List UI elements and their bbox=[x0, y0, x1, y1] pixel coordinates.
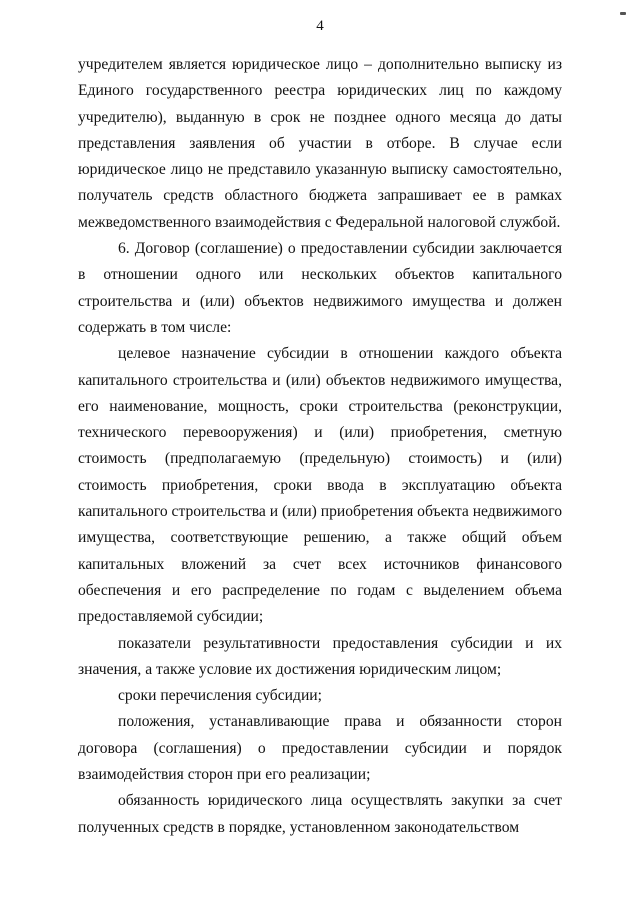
paragraph-procurement-obligation: обязанность юридического лица осуществлять закупки за счет полученных средств в порядке, установленном законодательством bbox=[78, 792, 562, 836]
paragraph-performance-indicators: показатели результативности предоставления субсидии и их значения, а также условие их достижения юридическим лицом; bbox=[78, 634, 562, 678]
paragraph-item-6: 6. Договор (соглашение) о предоставлении субсидии заключается в отношении одного или нескольких объектов капитального строительства и (или) объектов недвижимого имущества и должен содержать в том числе: bbox=[78, 240, 562, 336]
document-body bbox=[78, 52, 562, 841]
paragraph-rights-obligations: положения, устанавливающие права и обязанности сторон договора (соглашения) о предоставлении субсидии и порядок взаимодействия сторон при его реализации; bbox=[78, 713, 562, 784]
paragraph-continuation: учредителем является юридическое лицо – дополнительно выписку из Единого государственного реестра юридических лиц по каждому учредителю), выданную в срок не позднее одного месяца до даты представления заявления об участии в отборе. В случае если юридическое лицо не представило указанную выписку самостоятельно, получатель средств областного бюджета запрашивает ее в рамках межведомственного взаимодействия с Федеральной налоговой службой. bbox=[78, 56, 562, 231]
paragraph-transfer-terms: сроки перечисления субсидии; bbox=[118, 687, 322, 705]
page-number: 4 bbox=[316, 18, 324, 34]
scan-mark bbox=[620, 12, 626, 15]
paragraph-target-purpose: целевое назначение субсидии в отношении каждого объекта капитального строительства и (или) объектов недвижимого имущества, его наименование, мощность, сроки строительства (реконструкции, технического перевооружения) и (или) приобретения, сметную стоимость (предполагаемую (предельную) стоимость) и (или) стоимость приобретения, сроки ввода в эксплуатацию объекта капитального строительства и (или) приобретения объекта недвижимого имущества, соответствующие решению, а также общий объем капитальных вложений за счет всех источников финансового обеспечения и его распределение по годам с выделением объема предоставляемой субсидии; bbox=[78, 345, 562, 626]
